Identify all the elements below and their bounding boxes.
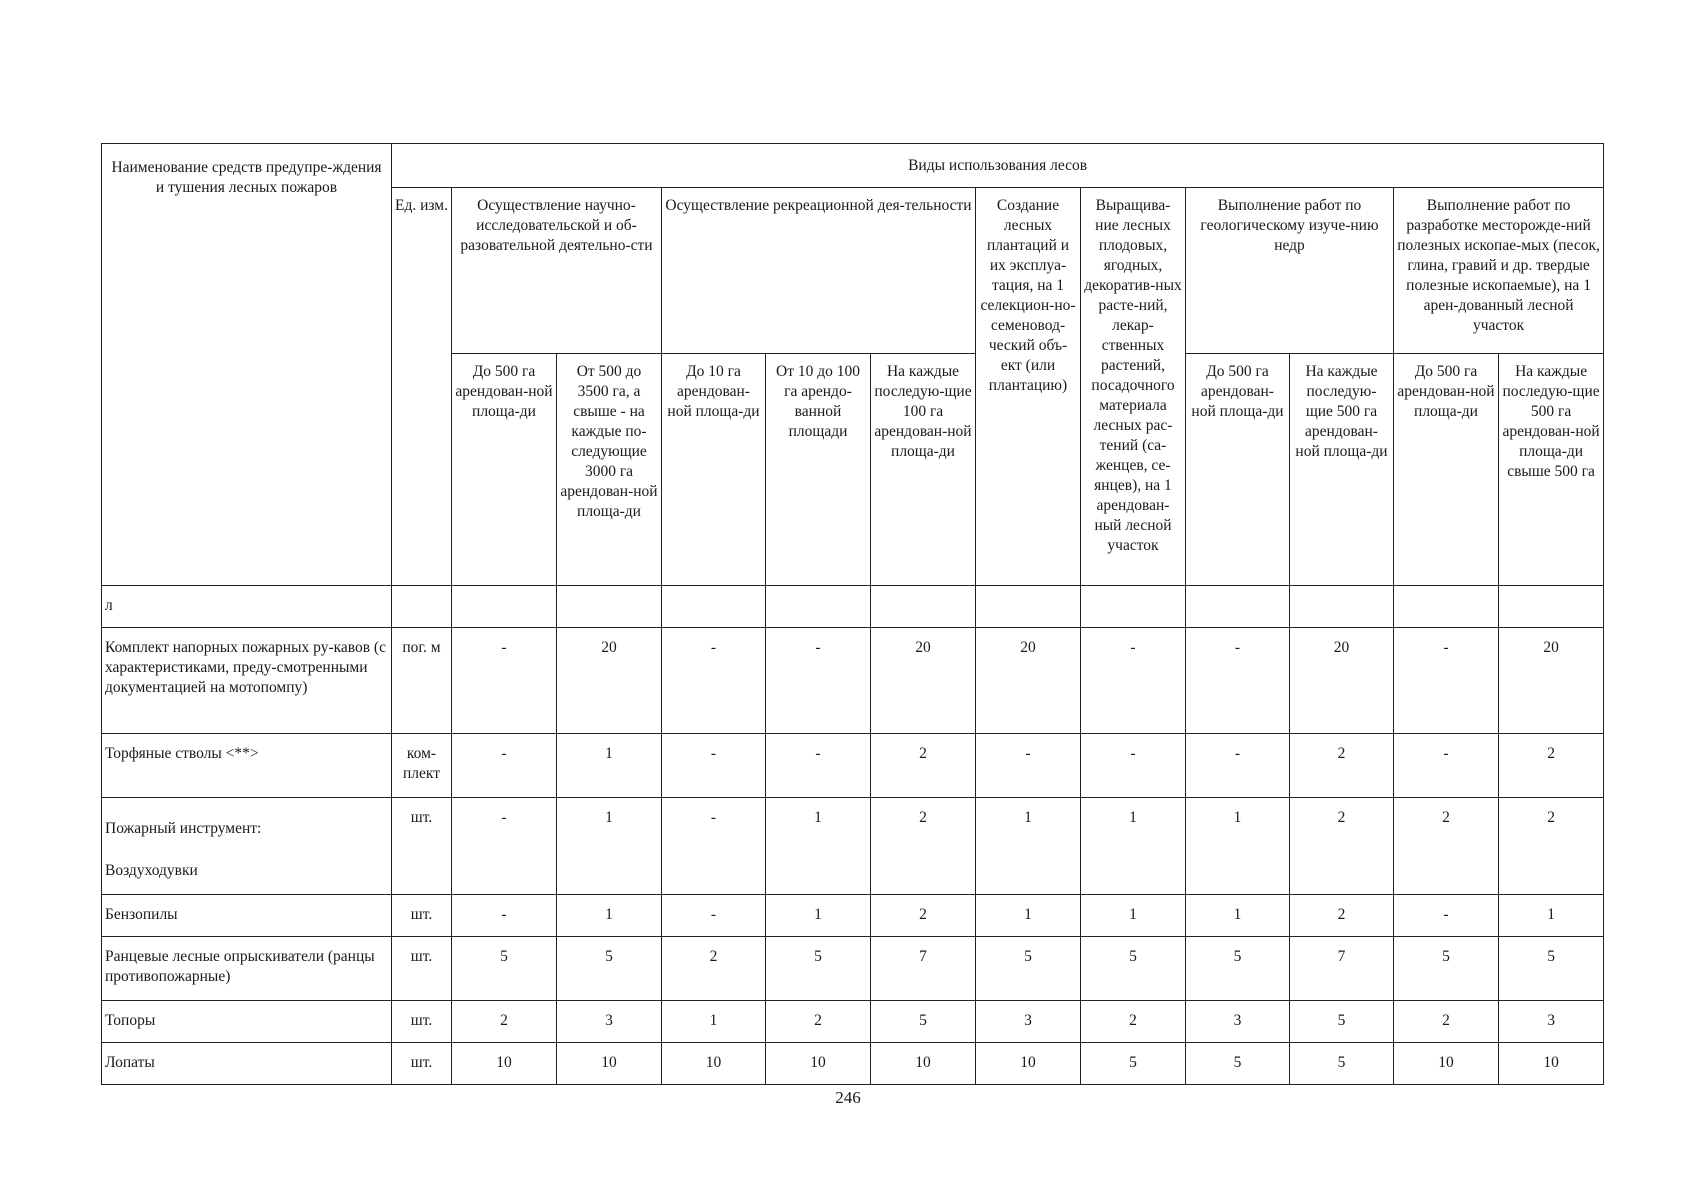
table-row xyxy=(102,895,1604,937)
subheader-geology-up-to-500: До 500 га арендован-ной площа-ди xyxy=(1186,354,1290,586)
subheader-recreation-each-100: На каждые последую-щие 100 га арендован-ной площа-ди xyxy=(871,354,976,586)
row-unit: ком-плект xyxy=(392,734,452,798)
row-value: 5 xyxy=(1290,1043,1394,1085)
header-activity-research: Осуществление научно-исследовательской и об-разовательной деятельно-сти xyxy=(452,188,662,354)
table-row xyxy=(102,798,1604,895)
table-row xyxy=(102,1001,1604,1043)
subheader-research-up-to-500: До 500 га арендован-ной площа-ди xyxy=(452,354,557,586)
row-value: 3 xyxy=(976,1001,1081,1043)
row-value: 10 xyxy=(452,1043,557,1085)
row-value: 7 xyxy=(871,937,976,1001)
row-unit: шт. xyxy=(392,937,452,1001)
row-value: 20 xyxy=(557,628,662,734)
row-unit: шт. xyxy=(392,895,452,937)
row-value: - xyxy=(452,734,557,798)
row-value: 2 xyxy=(452,1001,557,1043)
row-value: 1 xyxy=(557,798,662,895)
row-value: 1 xyxy=(1186,895,1290,937)
header-activity-cultivation: Выращива-ние лесных плодовых, ягодных, декоратив-ных расте-ний, лекар-ственных растений, посадочного материала лесных рас-тений (са-женцев, се-янцев), на 1 арендован-ный лесной участок xyxy=(1081,188,1186,586)
subheader-mining-each-500: На каждые последую-щие 500 га арендован-ной площа-ди свыше 500 га xyxy=(1499,354,1604,586)
row-value: 2 xyxy=(871,895,976,937)
header-activity-geology: Выполнение работ по геологическому изуче-нию недр xyxy=(1186,188,1394,354)
label-row-cell: л xyxy=(102,586,392,628)
row-value: 2 xyxy=(1394,798,1499,895)
row-unit: шт. xyxy=(392,1001,452,1043)
row-value: 1 xyxy=(1081,895,1186,937)
row-value: 1 xyxy=(662,1001,766,1043)
row-value: 3 xyxy=(1499,1001,1604,1043)
row-value: 1 xyxy=(766,798,871,895)
row-value: - xyxy=(766,628,871,734)
row-value: - xyxy=(662,798,766,895)
header-unit-column: Ед. изм. xyxy=(392,188,452,586)
row-value: 2 xyxy=(871,734,976,798)
row-value: 2 xyxy=(1290,895,1394,937)
row-name: Торфяные стволы <**> xyxy=(102,734,392,798)
row-value: 2 xyxy=(1499,734,1604,798)
row-value: 5 xyxy=(976,937,1081,1001)
header-name-column: Наименование средств предупре-ждения и тушения лесных пожаров xyxy=(102,144,392,586)
row-value: 1 xyxy=(557,734,662,798)
row-value: 5 xyxy=(1290,1001,1394,1043)
row-name: Бензопилы xyxy=(102,895,392,937)
row-value: 2 xyxy=(1081,1001,1186,1043)
row-value: - xyxy=(452,628,557,734)
row-value: 5 xyxy=(1394,937,1499,1001)
row-value: 2 xyxy=(1499,798,1604,895)
row-value: 1 xyxy=(976,895,1081,937)
row-name: Комплект напорных пожарных ру-кавов (с характеристиками, преду-смотренными документацией на мотопомпу) xyxy=(102,628,392,734)
row-value: 1 xyxy=(557,895,662,937)
row-value: - xyxy=(1081,628,1186,734)
row-unit: шт. xyxy=(392,798,452,895)
row-value: 20 xyxy=(871,628,976,734)
row-value: - xyxy=(1186,628,1290,734)
row-value: 5 xyxy=(452,937,557,1001)
row-value: 5 xyxy=(766,937,871,1001)
page-number: 246 xyxy=(835,1088,861,1107)
table-row xyxy=(102,734,1604,798)
row-value: 1 xyxy=(766,895,871,937)
row-value: - xyxy=(1186,734,1290,798)
row-value: 20 xyxy=(1499,628,1604,734)
row-value: 10 xyxy=(871,1043,976,1085)
row-value: 2 xyxy=(871,798,976,895)
row-value: - xyxy=(1394,628,1499,734)
subheader-research-500-3500: От 500 до 3500 га, а свыше - на каждые по-следующие 3000 га арендован-ной площа-ди xyxy=(557,354,662,586)
row-value: - xyxy=(766,734,871,798)
row-value: 10 xyxy=(662,1043,766,1085)
header-activity-plantations: Создание лесных плантаций и их эксплуа-тация, на 1 селекцион-но-семеновод-ческий объ-ект (или плантацию) xyxy=(976,188,1081,586)
row-value: 10 xyxy=(557,1043,662,1085)
row-value: 5 xyxy=(1186,1043,1290,1085)
table-row xyxy=(102,937,1604,1001)
row-name: Воздуходувки xyxy=(105,862,198,879)
header-activity-mining: Выполнение работ по разработке месторожде-ний полезных ископае-мых (песок, глина, гравий и др. твердые полезные ископаемые), на 1 арен-дованный лесной участок xyxy=(1394,188,1604,354)
row-value: - xyxy=(976,734,1081,798)
header-group-title: Виды использования лесов xyxy=(392,144,1604,188)
row-value: 1 xyxy=(976,798,1081,895)
row-value: 2 xyxy=(1290,798,1394,895)
row-value: 10 xyxy=(766,1043,871,1085)
row-value: 1 xyxy=(1081,798,1186,895)
row-unit: пог. м xyxy=(392,628,452,734)
row-value: - xyxy=(1394,734,1499,798)
row-value: 5 xyxy=(1499,937,1604,1001)
row-value: 3 xyxy=(1186,1001,1290,1043)
row-unit: шт. xyxy=(392,1043,452,1085)
table-row xyxy=(102,628,1604,734)
subheader-geology-each-500: На каждые последую-щие 500 га арендован-ной площа-ди xyxy=(1290,354,1394,586)
row-value: - xyxy=(1394,895,1499,937)
row-value: 10 xyxy=(1394,1043,1499,1085)
row-value: 5 xyxy=(1081,1043,1186,1085)
row-name: Лопаты xyxy=(102,1043,392,1085)
row-value: 7 xyxy=(1290,937,1394,1001)
section-heading: Пожарный инструмент: xyxy=(105,820,262,837)
fire-equipment-table xyxy=(101,143,1604,1085)
row-value: - xyxy=(1081,734,1186,798)
row-value: 2 xyxy=(1394,1001,1499,1043)
row-value: - xyxy=(662,734,766,798)
row-name: Топоры xyxy=(102,1001,392,1043)
subheader-recreation-10-100: От 10 до 100 га арендо-ванной площади xyxy=(766,354,871,586)
row-value: 2 xyxy=(662,937,766,1001)
row-value: 1 xyxy=(1499,895,1604,937)
row-value: - xyxy=(452,895,557,937)
row-value: 5 xyxy=(871,1001,976,1043)
row-value: 20 xyxy=(1290,628,1394,734)
subheader-mining-up-to-500: До 500 га арендован-ной площа-ди xyxy=(1394,354,1499,586)
row-value: 10 xyxy=(1499,1043,1604,1085)
row-value: 2 xyxy=(1290,734,1394,798)
row-value: - xyxy=(662,628,766,734)
row-value: 3 xyxy=(557,1001,662,1043)
table-row xyxy=(102,586,1604,628)
row-value: 5 xyxy=(1081,937,1186,1001)
row-value: 5 xyxy=(1186,937,1290,1001)
row-value: - xyxy=(452,798,557,895)
header-activity-recreation: Осуществление рекреационной дея-тельности xyxy=(662,188,976,354)
table-row xyxy=(102,1043,1604,1085)
row-name: Ранцевые лесные опрыскиватели (ранцы противопожарные) xyxy=(102,937,392,1001)
subheader-recreation-up-to-10: До 10 га арендован-ной площа-ди xyxy=(662,354,766,586)
row-name-group xyxy=(102,798,392,895)
row-value: 1 xyxy=(1186,798,1290,895)
row-value: 10 xyxy=(976,1043,1081,1085)
row-value: 5 xyxy=(557,937,662,1001)
row-value: 2 xyxy=(766,1001,871,1043)
row-value: - xyxy=(662,895,766,937)
row-value: 20 xyxy=(976,628,1081,734)
